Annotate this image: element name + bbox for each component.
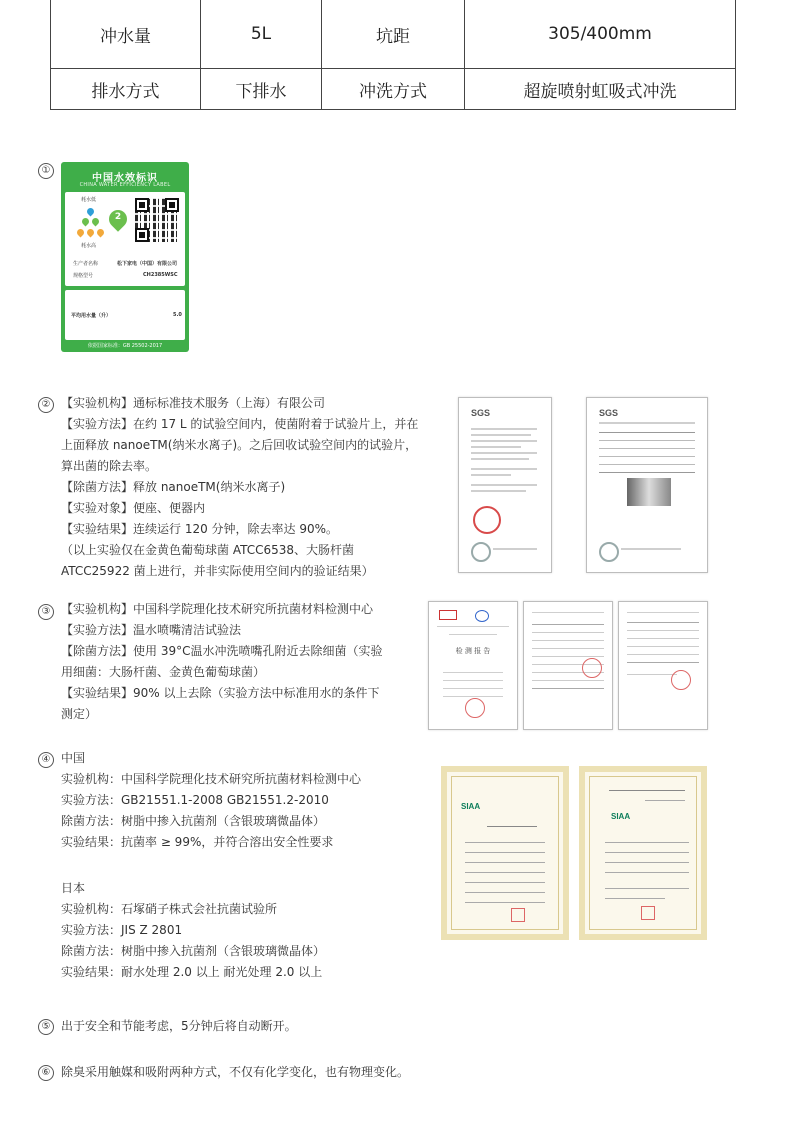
sgs-logo: SGS: [599, 408, 619, 418]
text-line: 除菌方法：树脂中掺入抗菌剂（含银玻璃微晶体）: [61, 944, 326, 958]
spec-cell: 排水方式: [51, 69, 201, 110]
cnas-logo-icon: [475, 610, 489, 622]
text-line: 除臭采用触媒和吸附两种方式，不仅有化学变化，也有物理变化。: [61, 1065, 410, 1079]
text-line: 实验方法：GB21551.1-2008 GB21551.2-2010: [61, 793, 329, 807]
text-line: 【除菌方法】使用 39°C温水冲洗喷嘴孔附近去除细菌（实验: [61, 644, 383, 658]
text-line: 除菌方法：树脂中掺入抗菌剂（含银玻璃微晶体）: [61, 814, 326, 828]
text-line: 实验方法：JIS Z 2801: [61, 923, 183, 937]
red-seal-icon: [641, 906, 655, 920]
text-line: 【实验结果】连续运行 120 分钟，除去率达 90%。: [61, 522, 339, 536]
red-stamp-icon: [473, 506, 501, 534]
sample-photo: [627, 478, 671, 506]
avg-usage-value: 5.0: [173, 312, 182, 318]
text-line: 【除菌方法】释放 nanoeTM(纳米水离子): [61, 480, 286, 494]
text-line: 算出菌的除去率。: [61, 459, 158, 473]
section-number: ⑤: [38, 1019, 54, 1035]
section-2-text: [61, 393, 418, 582]
label-subtitle: CHINA WATER EFFICIENCY LABEL: [79, 182, 171, 188]
text-line: 【实验结果】90% 以上去除（实验方法中标准用水的条件下: [61, 686, 380, 700]
section-number: ④: [38, 752, 54, 768]
text-line: 实验结果：抗菌率 ≥ 99%，并符合溶出安全性要求: [61, 835, 334, 849]
text-line: 【实验方法】在约 17 L 的试验空间内，使菌附着于试验片上，并在: [61, 417, 419, 431]
qr-finder-icon: [165, 198, 179, 212]
water-drop-icon: [81, 217, 91, 227]
cma-logo-icon: [439, 610, 457, 620]
section-4-china-text: [61, 748, 361, 853]
section-3-text: [61, 599, 382, 725]
qr-finder-icon: [135, 228, 149, 242]
label-footer: 依据国家标准：GB 25502-2017: [87, 343, 163, 349]
section-number: ②: [38, 397, 54, 413]
model-label: 规格型号: [73, 273, 94, 279]
spec-cell: 305/400mm: [465, 0, 736, 69]
certification-badge-icon: [599, 542, 619, 562]
spec-cell: 超旋喷射虹吸式冲洗: [465, 69, 736, 110]
spec-cell: 5L: [201, 0, 322, 69]
spec-table: [50, 0, 736, 110]
low-consumption-text: 耗水低: [81, 197, 97, 203]
red-stamp-icon: [671, 670, 691, 690]
avg-usage-label: 平均用水量（升）: [71, 313, 112, 319]
siaa-logo: SIAA: [611, 812, 631, 821]
section-4-japan-text: [61, 878, 325, 983]
section-number: ①: [38, 163, 54, 179]
text-line: 【实验机构】通标标准技术服务（上海）有限公司: [61, 396, 326, 410]
water-drop-icon: [96, 228, 106, 238]
text-line: 实验机构：中国科学院理化技术研究所抗菌材料检测中心: [61, 772, 362, 786]
high-consumption-text: 耗水高: [81, 243, 97, 249]
spec-cell: 坑距: [322, 0, 465, 69]
text-line: 上面释放 nanoeTM(纳米水离子)。之后回收试验空间内的试验片，: [61, 438, 418, 452]
spec-cell: 冲洗方式: [322, 69, 465, 110]
test-report-thumbnail: [523, 601, 613, 730]
spec-cell: 下排水: [201, 69, 322, 110]
section-6-text: [61, 1062, 409, 1083]
report-title: 检 测 报 告: [455, 647, 491, 655]
text-line: 实验结果：耐水处理 2.0 以上 耐光处理 2.0 以上: [61, 965, 323, 979]
text-line: ATCC25922 菌上进行，并非实际使用空间内的验证结果）: [61, 564, 374, 578]
water-drop-icon: [91, 217, 101, 227]
text-line: 【实验对象】便座、便器内: [61, 501, 206, 515]
text-line: 出于安全和节能考虑，5分钟后将自动断开。: [61, 1019, 297, 1033]
water-efficiency-label: [61, 162, 189, 352]
manufacturer-label: 生产者名称: [73, 261, 99, 267]
text-line: 【实验机构】中国科学院理化技术研究所抗菌材料检测中心: [61, 602, 374, 616]
sgs-report-thumbnail: [586, 397, 708, 573]
red-stamp-icon: [465, 698, 485, 718]
spec-row: [51, 69, 736, 110]
label-grade-panel: [65, 192, 185, 286]
water-drop-icon: [86, 228, 96, 238]
sgs-report-thumbnail: [458, 397, 552, 573]
spec-cell: 冲水量: [51, 0, 201, 69]
text-line: 日本: [61, 881, 86, 895]
spec-row: [51, 0, 736, 69]
sgs-logo: SGS: [471, 408, 491, 418]
siaa-logo: SIAA: [461, 802, 481, 811]
section-number: ③: [38, 604, 54, 620]
text-line: 中国: [61, 751, 86, 765]
text-line: 【实验方法】温水喷嘴清洁试验法: [61, 623, 242, 637]
test-report-thumbnail: [618, 601, 708, 730]
qr-finder-icon: [135, 198, 149, 212]
water-drop-icon: [86, 207, 96, 217]
model-value: CH2385WSC: [143, 272, 178, 278]
test-report-thumbnail: [428, 601, 518, 730]
grade-value: 2: [114, 212, 122, 222]
text-line: 用细菌：大肠杆菌、金黄色葡萄球菌）: [61, 665, 266, 679]
text-line: 实验机构：石塚硝子株式会社抗菌试验所: [61, 902, 278, 916]
siaa-certificate-thumbnail: [441, 766, 569, 940]
section-5-text: [61, 1016, 297, 1037]
siaa-certificate-thumbnail: [579, 766, 707, 940]
red-seal-icon: [511, 908, 525, 922]
label-title: 中国水效标识: [92, 173, 158, 184]
red-stamp-icon: [582, 658, 602, 678]
label-usage-panel: [65, 290, 185, 340]
certification-badge-icon: [471, 542, 491, 562]
section-number: ⑥: [38, 1065, 54, 1081]
manufacturer-value: 松下家电（中国）有限公司: [117, 261, 178, 267]
text-line: 测定）: [61, 707, 98, 721]
water-drop-icon: [76, 228, 86, 238]
text-line: （以上实验仅在金黄色葡萄球菌 ATCC6538、大肠杆菌: [61, 543, 355, 557]
